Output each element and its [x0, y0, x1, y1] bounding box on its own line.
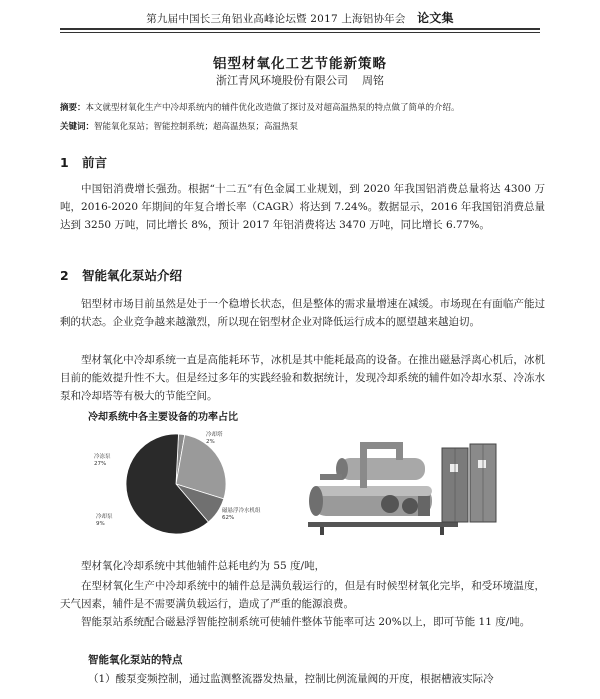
paragraph-intro: 中国铝消费增长强劲。根据“十二五”有色金属工业规划，到 2020 年我国铝消费总量将达 4300 万吨，2016-2020 年期间的年复合增长率（CAGR）将达到 7.24%。数据显示，2016 年我国铝消费总量达到 3250 万吨，同比增长 8%，预计 2017 年铝消费将达 3470 万吨，同比增长 6.77%。	[60, 183, 545, 231]
keywords	[60, 121, 550, 133]
header-text	[0, 9, 600, 26]
section-heading-1	[60, 153, 107, 171]
abstract-text: 本文就型材氧化生产中冷却系统内的辅件优化改造做了探讨及对超高温热泵的特点做了简单的介绍。	[85, 103, 460, 113]
header-rule-thin	[60, 32, 540, 33]
pie-value-3: 62%	[222, 515, 235, 521]
paragraph-savings: 智能泵站系统配合磁悬浮智能控制系统可使辅件整体节能率可达 20%以上，即可节能 11 度/吨。	[81, 616, 531, 628]
paragraph-full-load: 在型材氧化生产中冷却系统中的辅件总是满负载运行的，但是有时候型材氧化完毕，和受环境温度，天气因素，辅件是不需要满负载运行，造成了严重的能源浪费。	[60, 580, 545, 610]
section-number: 1	[60, 155, 69, 170]
pie-label-1: 冷冻泵	[94, 454, 111, 460]
section-tag: 论文集	[417, 11, 454, 25]
pie-value-2: 9%	[96, 521, 105, 527]
abstract-label: 摘要：	[60, 103, 86, 113]
list-item: （1）酸泵变频控制，通过监测整流器发热量，控制比例流量阀的开度，根据槽液实际冷	[88, 673, 494, 685]
author-name: 周铭	[362, 74, 384, 87]
power-share-pie-chart	[76, 426, 276, 546]
author-line	[0, 72, 600, 88]
section-heading-2	[60, 266, 182, 284]
paragraph-market: 铝型材市场目前虽然是处于一个稳增长状态，但是整体的需求量增速在减缓。市场现在有面临产能过剩的状态。企业竞争越来越激烈，所以现在铝型材企业对降低运行成本的愿望越来越迫切。	[60, 298, 545, 328]
pie-value-0: 2%	[206, 439, 215, 445]
chiller-unit-photo	[300, 434, 500, 539]
header-rule	[60, 28, 540, 30]
pie-value-1: 27%	[94, 461, 107, 467]
section-title: 智能氧化泵站介绍	[82, 268, 183, 283]
section-title: 前言	[82, 155, 108, 170]
figure-title: 冷却系统中各主要设备的功率占比	[88, 412, 238, 423]
section-number: 2	[60, 268, 69, 283]
company-name: 浙江青风环境股份有限公司	[216, 74, 348, 87]
running-header	[0, 0, 600, 40]
article-title: 铝型材氧化工艺节能新策略	[213, 56, 387, 72]
conference-name: 第九届中国长三角铝业高峰论坛暨 2017 上海铝协年会	[146, 13, 406, 25]
keywords-label: 关键词：	[60, 122, 95, 132]
keywords-text: 智能氧化泵站；智能控制系统；超高温热泵；高温热泵	[94, 122, 299, 132]
pie-label-3: 磁悬浮冷水机组	[222, 508, 261, 514]
paragraph-consumption: 型材氧化冷却系统中其他辅件总耗电约为 55 度/吨，	[81, 560, 326, 572]
pie-label-2: 冷却泵	[96, 514, 113, 520]
paragraph-cooling: 型材氧化中冷却系统一直是高能耗环节，冰机是其中能耗最高的设备。在推出磁悬浮离心机后，冰机目前的能效提升性不大。但是经过多年的实践经验和数据统计，发现冷却系统的辅件如冷却水泵、冷冻水泵和冷却塔等有极大的节能空间。	[60, 354, 545, 402]
abstract	[60, 102, 550, 114]
features-subheading: 智能氧化泵站的特点	[88, 654, 183, 666]
pie-label-0: 冷却塔	[206, 432, 223, 438]
